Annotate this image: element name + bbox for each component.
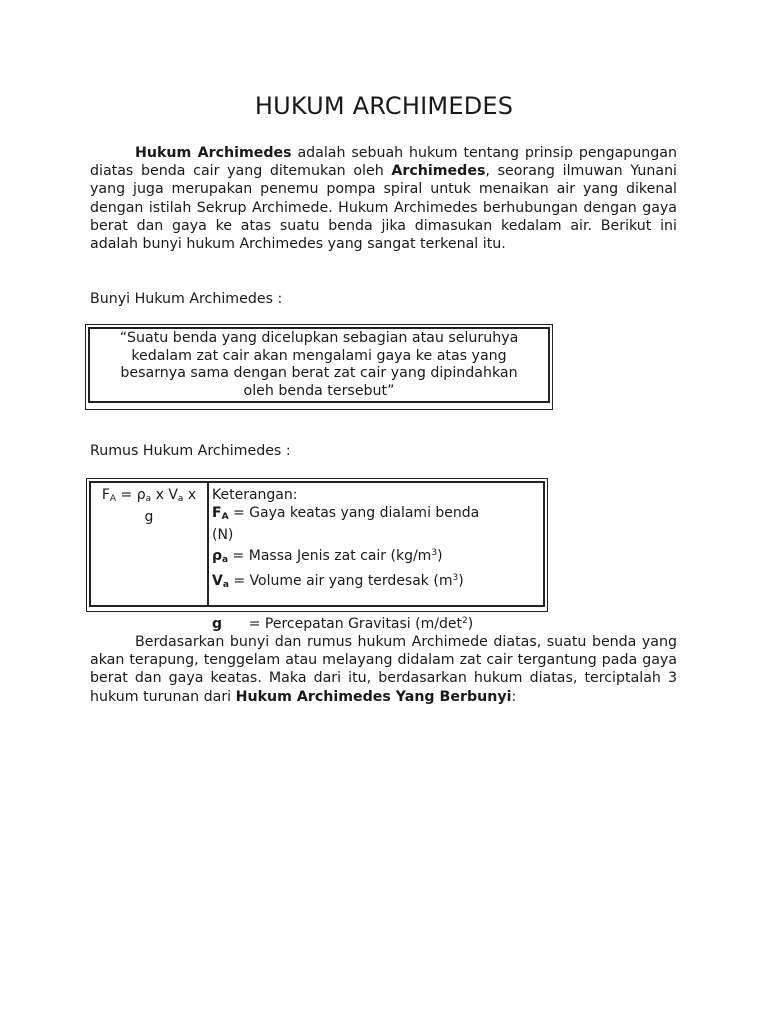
rho-text: = Massa Jenis zat cair (kg/m: [228, 548, 432, 564]
page-title: HUKUM ARCHIMEDES: [254, 92, 514, 120]
formula-rho-sub: a: [145, 494, 152, 504]
closing-paragraph: [90, 633, 677, 706]
v-text: = Volume air yang terdesak (m: [228, 573, 453, 589]
closing-bold: Hukum Archimedes Yang Berbunyi: [235, 688, 512, 705]
formula-table: [86, 478, 548, 632]
formula-v-sub: a: [177, 494, 184, 504]
keterangan-cell: [209, 483, 543, 632]
keterangan-heading: Keterangan:: [212, 487, 298, 503]
intro-bold-lead: Hukum Archimedes: [135, 145, 292, 161]
formula-rho: ρ: [136, 487, 146, 503]
keterangan-fa-unit: (N): [212, 527, 234, 543]
formula-f: F: [101, 487, 110, 503]
intro-bold-name: Archimedes: [391, 163, 486, 180]
keterangan-rho: [212, 544, 543, 569]
closing-text: Berdasarkan bunyi dan rumus hukum Archimede diatas, suatu benda yang akan terapung, tenggelam atau melayang didalam zat cair tergantung pada gaya berat dan gaya keatas. Maka dari itu, berdasarkan hukum diatas, terciptalah 3 hukum turunan dari: [90, 634, 677, 705]
quote-line: besarnya sama dengan berat zat cair yang dipindahkan: [120, 365, 518, 381]
formula-v: V: [168, 487, 178, 503]
keterangan-fa: [212, 504, 543, 526]
fa-symbol: F: [212, 505, 222, 521]
quote-inner: [88, 327, 550, 403]
formula-eq: =: [116, 487, 137, 503]
v-close: ): [458, 573, 464, 589]
quote-box: [85, 324, 553, 410]
keterangan-g: [212, 612, 543, 633]
rho-close: ): [437, 548, 443, 564]
rho-sup: 3: [431, 548, 438, 558]
rho-symbol: ρ: [212, 548, 223, 564]
formula-f-sub: A: [109, 494, 117, 504]
rumus-label: Rumus Hukum Archimedes :: [90, 443, 291, 459]
intro-text-a: adalah sebuah hukum tentang prinsip pengapungan diatas benda cair yang ditemukan oleh: [90, 145, 677, 180]
quote-line: kedalam zat cair akan mengalami gaya ke atas yang: [131, 347, 507, 364]
formula-cell: [91, 483, 209, 605]
g-sup: 2: [461, 616, 468, 626]
formula-times: x: [183, 487, 197, 503]
g-close: ): [467, 616, 474, 632]
fa-text: = Gaya keatas yang dialami benda: [228, 505, 480, 521]
g-text: = Percepatan Gravitasi (m/det: [222, 616, 462, 632]
v-symbol: V: [212, 573, 223, 589]
quote-line: oleh benda tersebut”: [243, 382, 395, 399]
fa-sub: A: [221, 512, 229, 522]
formula-inner: [89, 481, 545, 632]
rho-sub: a: [222, 555, 229, 565]
intro-paragraph: [90, 144, 677, 253]
formula-g: g: [144, 509, 154, 525]
closing-end: :: [511, 688, 517, 705]
intro-text-b: , seorang ilmuwan Yunani yang juga merupakan penemu pompa spiral untuk menaikan air yang dikenal dengan istilah Sekrup Archimede. Hukum Archimedes berhubungan dengan gaya berat dan gaya ke atas suatu benda jika dimasukan kedalam air. Berikut ini adalah bunyi hukum Archimedes yang sangat terkenal itu.: [90, 163, 677, 253]
bunyi-label: Bunyi Hukum Archimedes :: [90, 291, 283, 307]
keterangan-v: [212, 569, 543, 594]
formula-times: x: [151, 487, 169, 503]
blank-line: [212, 594, 543, 612]
quote-line: “Suatu benda yang dicelupkan sebagian atau seluruhya: [119, 330, 519, 346]
v-sup: 3: [452, 573, 459, 583]
formula-line: [91, 486, 207, 508]
g-symbol: g: [212, 616, 223, 632]
v-sub: a: [222, 580, 229, 590]
